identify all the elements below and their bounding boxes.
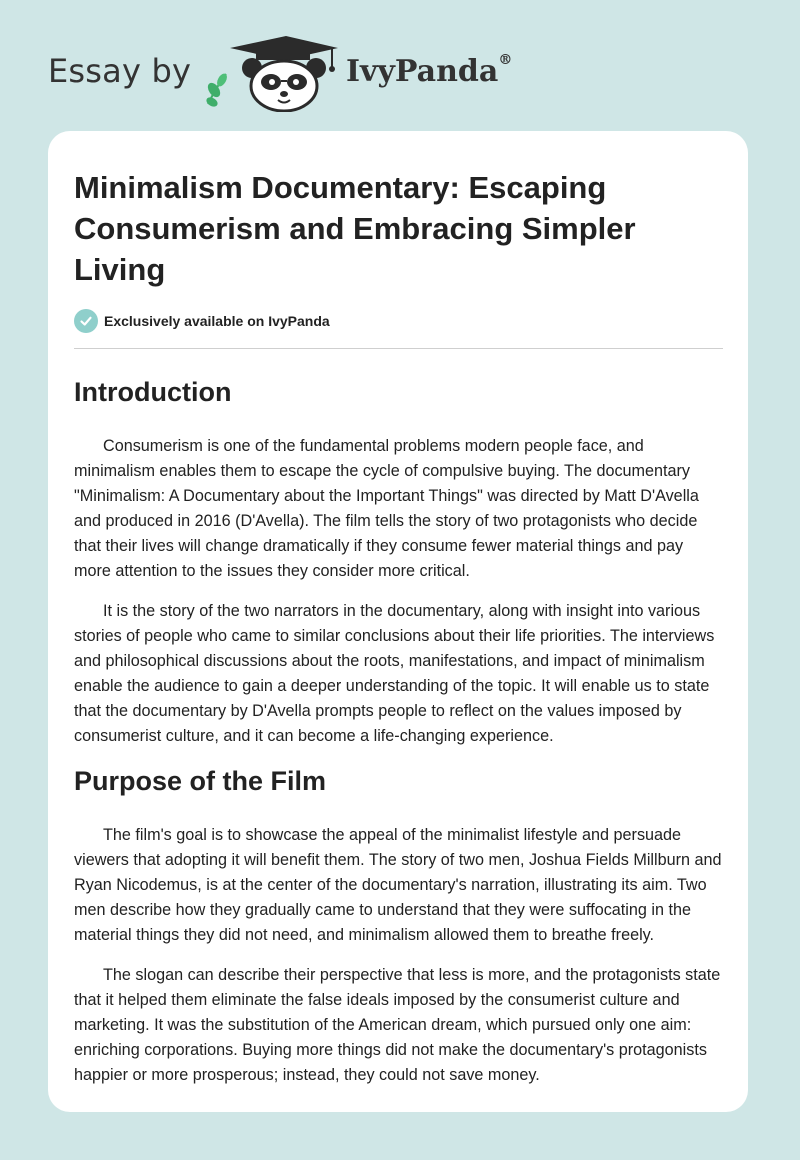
registered-mark: ® xyxy=(498,52,513,68)
divider xyxy=(74,348,723,349)
check-circle-icon xyxy=(74,309,98,333)
brand-prefix: Essay by xyxy=(48,52,192,90)
paragraph: The film's goal is to showcase the appeal of the minimalist lifestyle and persuade viewers that adopting it will benefit them. The story of two men, Joshua Fields Millburn and Ryan Nicodemus, is at the center of the documentary's narration, illustrating its aim. Two men describe how they gradually came to understand that they were suffocating in the material things they did not need, and minimalism allowed them to breathe freely. xyxy=(74,826,722,944)
section-heading-introduction: Introduction xyxy=(74,377,232,407)
section-heading-purpose: Purpose of the Film xyxy=(74,766,327,796)
essay-card xyxy=(48,131,748,1112)
brand-name[interactable]: IvyPanda® xyxy=(346,52,513,89)
essay-title: Minimalism Documentary: Escaping Consumerism and Embracing Simpler Living xyxy=(74,170,636,287)
paragraph: Consumerism is one of the fundamental problems modern people face, and minimalism enables them to escape the cycle of compulsive buying. The documentary "Minimalism: A Documentary about the Important Things" was directed by Matt D'Avella and produced in 2016 (D'Avella). The film tells the story of two protagonists who decide that their lives will change dramatically if they consume fewer material things and pay more attention to the issues they consider more critical. xyxy=(74,437,699,580)
exclusive-badge xyxy=(74,308,722,334)
exclusive-label: Exclusively available on IvyPanda xyxy=(104,313,330,329)
panda-graduate-icon[interactable] xyxy=(200,34,340,112)
paragraph: It is the story of the two narrators in the documentary, along with insight into various stories of people who came to similar conclusions about their life priorities. The interviews and philosophical discussions about the roots, manifestations, and impact of minimalism enable the audience to gain a deeper understanding of the topic. It will enable us to state that the documentary by D'Avella prompts people to reflect on the values imposed by consumerist culture, and it can become a life-changing experience. xyxy=(74,602,715,745)
paragraph: The slogan can describe their perspective that less is more, and the protagonists state that it helped them eliminate the false ideals imposed by the consumerist culture and marketing. It was the substitution of the American dream, which pursued only one aim: enriching corporations. Buying more things did not make the documentary's protagonists happier or more prosperous; instead, they could not save money. xyxy=(74,966,721,1084)
brand-header xyxy=(48,34,513,114)
